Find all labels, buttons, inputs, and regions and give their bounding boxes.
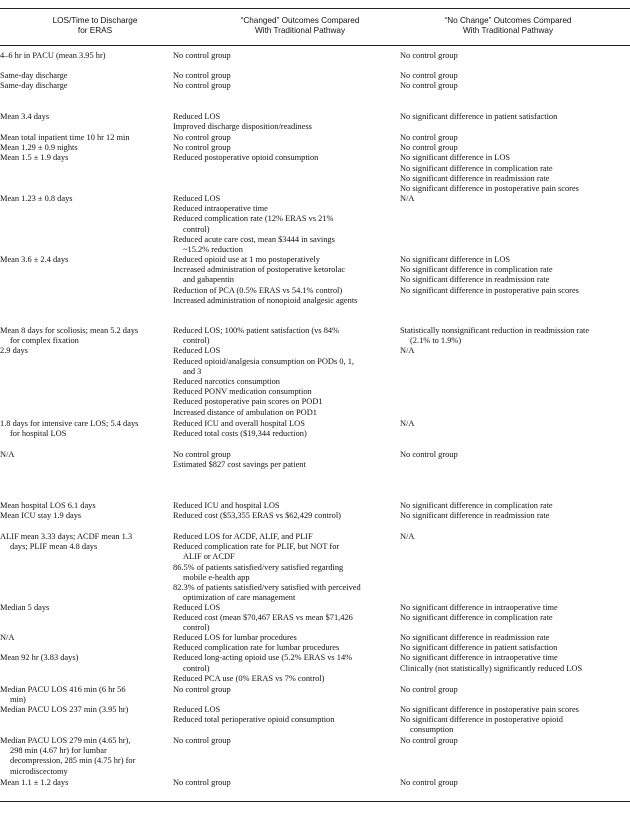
cell-line: Mean 1.23 ± 0.8 days [0,194,73,203]
cell-line: Reduced LOS [173,705,221,714]
cell-no-change [400,685,628,695]
cell-no-change [400,532,628,542]
cell-line: 1.8 days for intensive care LOS; 5.4 days [0,419,139,428]
cell-line: N/A [400,532,415,541]
cell-line: No significant difference in complication rate [400,501,553,510]
cell-los [0,705,166,715]
cell-line: Reduced total perioperative opioid consumption [173,715,335,725]
cell-los [0,419,166,439]
cell-line: N/A [400,346,415,356]
cell-line: Increased administration of nonopioid analgesic agents [173,295,358,305]
cell-line: N/A [0,450,15,459]
cell-no-change [400,326,628,357]
cell-line: Reduction of PCA (0.5% ERAS vs 54.1% control) [173,285,343,295]
cell-line: No significant difference in readmission rate [400,173,550,183]
cell-line: No significant difference in LOS [400,153,511,163]
cell-line: No significant difference in LOS [400,255,511,264]
cell-line: Median PACU LOS 416 min (6 hr 56 [0,685,126,694]
table-header [0,16,630,44]
cell-line: (2.1% to 1.9%) [410,336,462,346]
cell-line: No significant difference in patient satisfaction [400,112,558,121]
header-changed-line: With Traditional Pathway [254,26,346,35]
cell-line: for complex fixation [10,336,79,346]
cell-line: optimization of care management [183,593,296,603]
cell-no-change [400,112,628,122]
cell-line: No significant difference in postoperative pain scores [400,184,579,194]
cell-line: Reduced complication rate for lumbar procedures [173,643,340,653]
cell-line: Same-day discharge [0,81,68,91]
cell-line: Reduced LOS for ACDF, ALIF, and PLIF [173,532,313,541]
header-no-change [408,16,608,36]
cell-line: Reduced complication rate (12% ERAS vs 21% [173,214,334,224]
table-top-rule [0,8,630,9]
cell-los [0,133,166,164]
cell-line: 298 min (4.67 hr) for lumbar [10,746,107,756]
cell-changed [173,71,395,91]
cell-line: No control group [400,133,458,142]
cell-changed [173,736,395,746]
cell-line: Reduced narcotics consumption [173,377,280,387]
cell-changed [173,685,395,695]
cell-line: mobile e-health app [183,572,250,582]
cell-line: Reduced LOS [173,112,221,121]
header-los-line: LOS/Time to Discharge [52,16,138,25]
cell-line: min) [10,695,26,705]
header-changed [200,16,400,36]
cell-no-change [400,255,628,296]
cell-line: Mean 8 days for scoliosis; mean 5.2 days [0,326,139,335]
cell-line: Reduced total costs ($19,344 reduction) [173,429,307,439]
cell-line: No significant difference in readmission rate [400,633,550,642]
cell-line: Reduced cost ($53,355 ERAS vs $62,429 control) [173,511,341,521]
cell-changed [173,501,395,521]
cell-line: No control group [400,143,458,153]
cell-line: consumption [410,725,454,735]
cell-los [0,112,166,122]
cell-line: No control group [173,736,231,745]
cell-line: No control group [400,51,458,60]
cell-changed [173,419,395,439]
cell-no-change [400,194,628,204]
cell-line: Reduced ICU and overall hospital LOS [173,419,305,428]
cell-changed [173,255,395,306]
cell-line: Mean 1.5 ± 1.9 days [0,153,69,163]
cell-line: No significant difference in complication rate [400,265,553,275]
cell-los [0,255,166,265]
cell-changed [173,532,395,603]
cell-line: Mean 1.29 ± 0.9 nights [0,143,78,153]
cell-line: No control group [173,71,231,80]
cell-line: Median 5 days [0,603,50,612]
cell-line: Mean ICU stay 1.9 days [0,511,82,521]
cell-no-change [400,501,628,521]
cell-line: No significant difference in complication rate [400,613,553,623]
cell-line: Reduced intraoperative time [173,204,268,214]
cell-line: Mean 92 hr (3.83 days) [0,653,79,663]
cell-changed [173,778,395,788]
cell-changed [173,112,395,132]
cell-los [0,778,166,788]
cell-line: 82.3% of patients satisfied/very satisfied with perceived [173,583,361,593]
cell-line: Clinically (not statistically) significantly reduced LOS [400,663,583,673]
cell-no-change [400,736,628,746]
cell-los [0,194,166,204]
cell-line: Reduced ICU and hospital LOS [173,501,280,510]
cell-line: N/A [400,194,415,203]
cell-line: No significant difference in readmission rate [400,511,550,521]
cell-no-change [400,633,628,674]
table-bottom-rule [0,801,630,802]
cell-line: No significant difference in intraoperative time [400,603,558,612]
cell-changed [173,51,395,61]
cell-line: Mean 3.6 ± 2.4 days [0,255,69,264]
cell-line: and 3 [183,366,202,376]
cell-line: and gabapentin [183,275,234,285]
cell-no-change [400,778,628,788]
cell-line: Median PACU LOS 237 min (3.95 hr) [0,705,129,714]
cell-line: No control group [173,133,231,142]
cell-changed [173,133,395,164]
cell-line: 2.9 days [0,346,28,356]
cell-changed [173,705,395,725]
cell-los [0,736,166,777]
cell-line: No control group [400,685,458,694]
cell-changed [173,326,395,418]
cell-line: Mean 3.4 days [0,112,50,121]
cell-no-change [400,603,628,623]
cell-no-change [400,71,628,91]
cell-line: for hospital LOS [10,429,67,439]
cell-line: Reduced LOS [173,194,221,203]
cell-no-change [400,450,628,460]
cell-line: No significant difference in postoperative opioid [400,715,563,725]
header-no-change-line: “No Change” Outcomes Compared [444,16,572,25]
cell-line: Improved discharge disposition/readiness [173,122,312,132]
cell-line: Reduced long-acting opioid use (5.2% ERAS vs 14% [173,653,353,663]
cell-line: N/A [400,419,415,428]
cell-line [0,643,166,653]
cell-line: Estimated $827 cost savings per patient [173,460,306,470]
cell-changed [173,194,395,255]
cell-line: ALIF mean 3.33 days; ACDF mean 1.3 [0,532,133,541]
cell-line: Reduced postoperative opioid consumption [173,153,319,163]
cell-line: Mean 1.1 ± 1.2 days [0,778,69,787]
cell-los [0,71,166,91]
cell-line: control) [183,663,210,673]
header-changed-line: “Changed” Outcomes Compared [240,16,360,25]
cell-line: Reduced opioid use at 1 mo postoperatively [173,255,320,264]
header-los [20,16,170,36]
cell-line: No control group [173,81,231,91]
cell-changed [173,633,395,684]
cell-line: No control group [173,450,231,459]
cell-line: Reduced opioid/analgesia consumption on PODs 0, 1, [173,356,354,366]
cell-los [0,501,166,521]
cell-line: No significant difference in readmission rate [400,275,550,285]
cell-line: No significant difference in postoperative pain scores [400,705,579,714]
cell-line: No control group [400,81,458,91]
cell-line: Reduced PONV medication consumption [173,387,312,397]
header-no-change-line: With Traditional Pathway [462,26,554,35]
cell-line: 86.5% of patients satisfied/very satisfied regarding [173,562,344,572]
cell-los [0,532,166,552]
cell-line: microdiscectomy [10,766,68,776]
header-los-line: for ERAS [77,26,113,35]
cell-line: Reduced LOS [173,346,221,356]
cell-los [0,603,166,613]
cell-line: Reduced LOS [173,603,221,612]
cell-line: Increased distance of ambulation on POD1 [173,407,317,417]
cell-line: Mean hospital LOS 6.1 days [0,501,96,510]
cell-line: No control group [173,685,231,694]
cell-los [0,685,166,705]
cell-line: No significant difference in patient satisfaction [400,643,558,653]
cell-line: Reduced LOS; 100% patient satisfaction (vs 84% [173,326,340,335]
cell-line: control) [183,623,210,633]
cell-line: No control group [173,51,231,60]
cell-no-change [400,51,628,61]
cell-line: Reduced complication rate for PLIF, but NOT for [173,542,340,552]
cell-line: No control group [400,450,458,459]
cell-line: ALIF or ACDF [183,552,235,562]
cell-line: ~15.2% reduction [183,245,243,255]
cell-los [0,633,166,664]
cell-line: Increased administration of postoperative ketorolac [173,265,346,275]
cell-line: Mean total inpatient time 10 hr 12 min [0,133,130,142]
cell-line: Reduced cost (mean $70,467 ERAS vs mean $71,426 [173,613,353,623]
cell-line: days; PLIF mean 4.8 days [10,542,98,552]
cell-no-change [400,133,628,194]
cell-line: Same-day discharge [0,71,68,80]
cell-changed [173,603,395,634]
cell-line: control) [183,224,210,234]
cell-changed [173,450,395,470]
cell-line: Reduced acute care cost, mean $3444 in savings [173,234,335,244]
header-rule [0,45,630,46]
cell-line: Median PACU LOS 279 min (4.65 hr), [0,736,131,745]
cell-line: Statistically nonsignificant reduction in readmission rate [400,326,590,335]
cell-line: control) [183,336,210,346]
cell-los [0,450,166,460]
cell-line: Reduced postoperative pain scores on POD1 [173,397,323,407]
cell-line: decompression, 285 min (4.75 hr) for [10,756,136,766]
cell-los [0,51,166,61]
cell-line: 4–6 hr in PACU (mean 3.95 hr) [0,51,106,60]
cell-line: Reduced PCA use (0% ERAS vs 7% control) [173,673,325,683]
cell-line: No significant difference in complication rate [400,163,553,173]
cell-line: No significant difference in intraoperative time [400,653,558,663]
cell-line: No significant difference in postoperative pain scores [400,285,579,295]
cell-no-change [400,705,628,736]
cell-line: Reduced LOS for lumbar procedures [173,633,297,642]
cell-line: N/A [0,633,15,642]
cell-line: No control group [173,778,231,787]
cell-line: No control group [400,778,458,787]
cell-no-change [400,419,628,429]
cell-line: No control group [173,143,231,153]
cell-los [0,326,166,357]
cell-line: No control group [400,736,458,745]
cell-line: No control group [400,71,458,80]
